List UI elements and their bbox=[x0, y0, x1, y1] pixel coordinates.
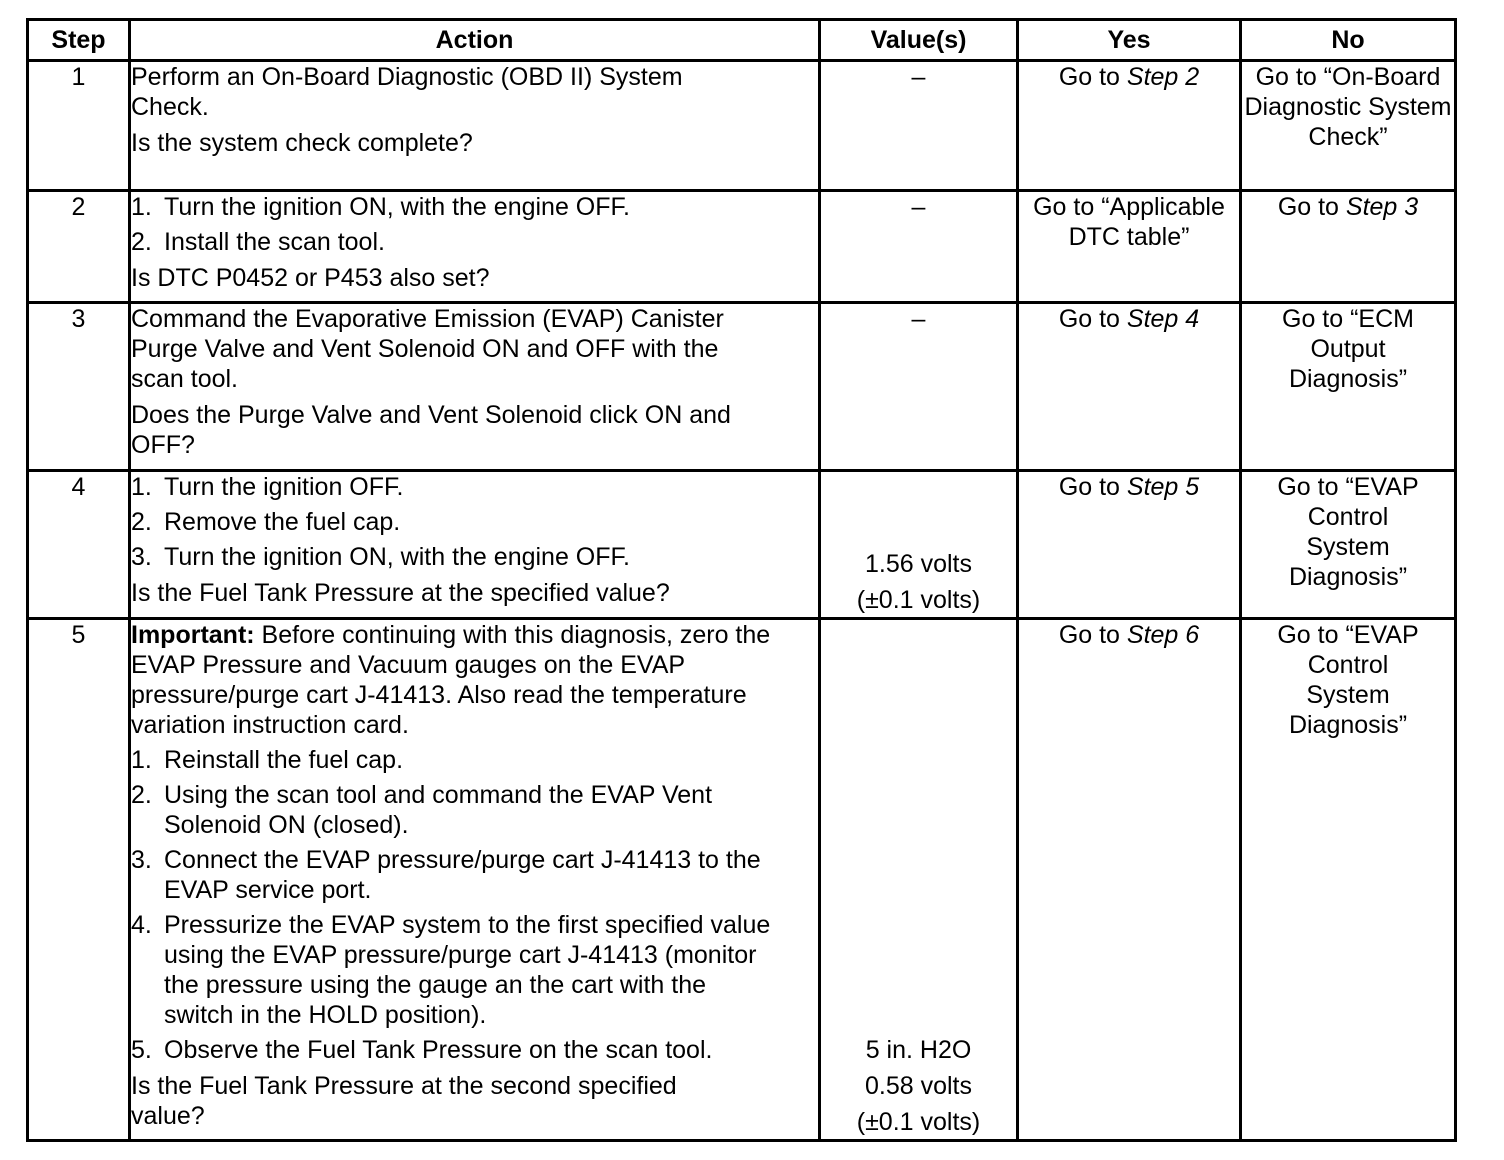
action-question: Does the Purge Valve and Vent Solenoid click ON and OFF? bbox=[131, 401, 731, 459]
yes-step-link[interactable]: Step 2 bbox=[1126, 63, 1200, 91]
list-item: 5. Observe the Fuel Tank Pressure on the scan tool. bbox=[131, 1036, 713, 1064]
table-row bbox=[28, 61, 1456, 191]
header-step: Step bbox=[28, 20, 130, 61]
header-values: Value(s) bbox=[820, 20, 1018, 61]
yes-step-link[interactable]: Step 6 bbox=[1126, 621, 1200, 649]
no-step-link[interactable]: Step 3 bbox=[1345, 193, 1419, 221]
important-text: Before continuing with this diagnosis, zero the EVAP Pressure and Vacuum gauges on the EVAP pressure/purge cart J-41413. Also read the temperature variation instruction card. bbox=[131, 621, 771, 739]
value-line: 1.56 volts bbox=[864, 550, 972, 578]
action-question: Is the Fuel Tank Pressure at the specified value? bbox=[131, 579, 670, 607]
diagnostic-table bbox=[26, 18, 1457, 1142]
step-number: 2 bbox=[28, 191, 130, 303]
value-line: 5 in. H2O bbox=[865, 1036, 972, 1064]
substep-list bbox=[131, 745, 781, 1065]
value-line: 0.58 volts bbox=[864, 1072, 972, 1100]
action-text: Perform an On-Board Diagnostic (OBD II) System Check. bbox=[131, 63, 683, 121]
yes-prefix: Go to bbox=[1058, 305, 1127, 333]
yes-cell[interactable] bbox=[1018, 303, 1241, 471]
action-text: Command the Evaporative Emission (EVAP) Canister Purge Valve and Vent Solenoid ON and OFF with the scan tool. bbox=[131, 305, 724, 393]
yes-prefix: Go to bbox=[1058, 473, 1127, 501]
no-cell[interactable]: Go to “EVAP Control System Diagnosis” bbox=[1241, 471, 1456, 619]
table-row bbox=[28, 191, 1456, 303]
value-cell: – bbox=[820, 61, 1018, 191]
step-number: 1 bbox=[28, 61, 130, 191]
yes-prefix: Go to bbox=[1058, 621, 1127, 649]
no-prefix: Go to bbox=[1277, 193, 1346, 221]
table-row bbox=[28, 471, 1456, 619]
yes-cell[interactable] bbox=[1018, 619, 1241, 1141]
action-cell bbox=[130, 61, 820, 191]
value-cell: – bbox=[820, 303, 1018, 471]
value-line: (±0.1 volts) bbox=[856, 586, 981, 614]
header-action: Action bbox=[130, 20, 820, 61]
list-item: 2. Install the scan tool. bbox=[131, 228, 385, 256]
yes-cell[interactable]: Go to “Applicable DTC table” bbox=[1018, 191, 1241, 303]
yes-cell[interactable] bbox=[1018, 471, 1241, 619]
list-item: 2. Remove the fuel cap. bbox=[131, 508, 401, 536]
action-cell bbox=[130, 471, 820, 619]
no-cell[interactable]: Go to “On-Board Diagnostic System Check” bbox=[1241, 61, 1456, 191]
yes-cell[interactable] bbox=[1018, 61, 1241, 191]
list-item: 1. Turn the ignition ON, with the engine OFF. bbox=[131, 193, 630, 221]
yes-step-link[interactable]: Step 5 bbox=[1126, 473, 1200, 501]
step-number: 5 bbox=[28, 619, 130, 1141]
action-cell bbox=[130, 191, 820, 303]
step-number: 3 bbox=[28, 303, 130, 471]
table-row bbox=[28, 619, 1456, 1141]
value-cell bbox=[820, 471, 1018, 619]
list-item: 3. Turn the ignition ON, with the engine OFF. bbox=[131, 543, 630, 571]
header-row bbox=[28, 20, 1456, 61]
value-cell bbox=[820, 619, 1018, 1141]
no-cell[interactable]: Go to “EVAP Control System Diagnosis” bbox=[1241, 619, 1456, 1141]
important-note bbox=[131, 620, 781, 740]
table-row bbox=[28, 303, 1456, 471]
list-item: 4. Pressurize the EVAP system to the first specified value using the EVAP pressure/purge cart J-41413 (monitor the pressure using the gauge an the cart with the switch in the HOLD position). bbox=[131, 911, 771, 1029]
yes-prefix: Go to bbox=[1058, 63, 1127, 91]
list-item: 1. Turn the ignition OFF. bbox=[131, 473, 404, 501]
substep-list bbox=[131, 472, 818, 572]
no-cell[interactable] bbox=[1241, 191, 1456, 303]
value-cell: – bbox=[820, 191, 1018, 303]
step-number: 4 bbox=[28, 471, 130, 619]
yes-step-link[interactable]: Step 4 bbox=[1126, 305, 1200, 333]
list-item: 2. Using the scan tool and command the EVAP Vent Solenoid ON (closed). bbox=[131, 781, 713, 839]
important-label: Important: bbox=[131, 621, 255, 649]
action-question: Is the system check complete? bbox=[131, 129, 473, 157]
action-question: Is the Fuel Tank Pressure at the second specified value? bbox=[131, 1072, 677, 1130]
substep-list bbox=[131, 192, 818, 257]
action-cell bbox=[130, 619, 820, 1141]
list-item: 1. Reinstall the fuel cap. bbox=[131, 746, 404, 774]
action-question: Is DTC P0452 or P453 also set? bbox=[131, 264, 490, 292]
no-cell[interactable]: Go to “ECM Output Diagnosis” bbox=[1241, 303, 1456, 471]
action-cell bbox=[130, 303, 820, 471]
list-item: 3. Connect the EVAP pressure/purge cart J-41413 to the EVAP service port. bbox=[131, 846, 761, 904]
header-no: No bbox=[1241, 20, 1456, 61]
value-line: (±0.1 volts) bbox=[856, 1108, 981, 1136]
header-yes: Yes bbox=[1018, 20, 1241, 61]
